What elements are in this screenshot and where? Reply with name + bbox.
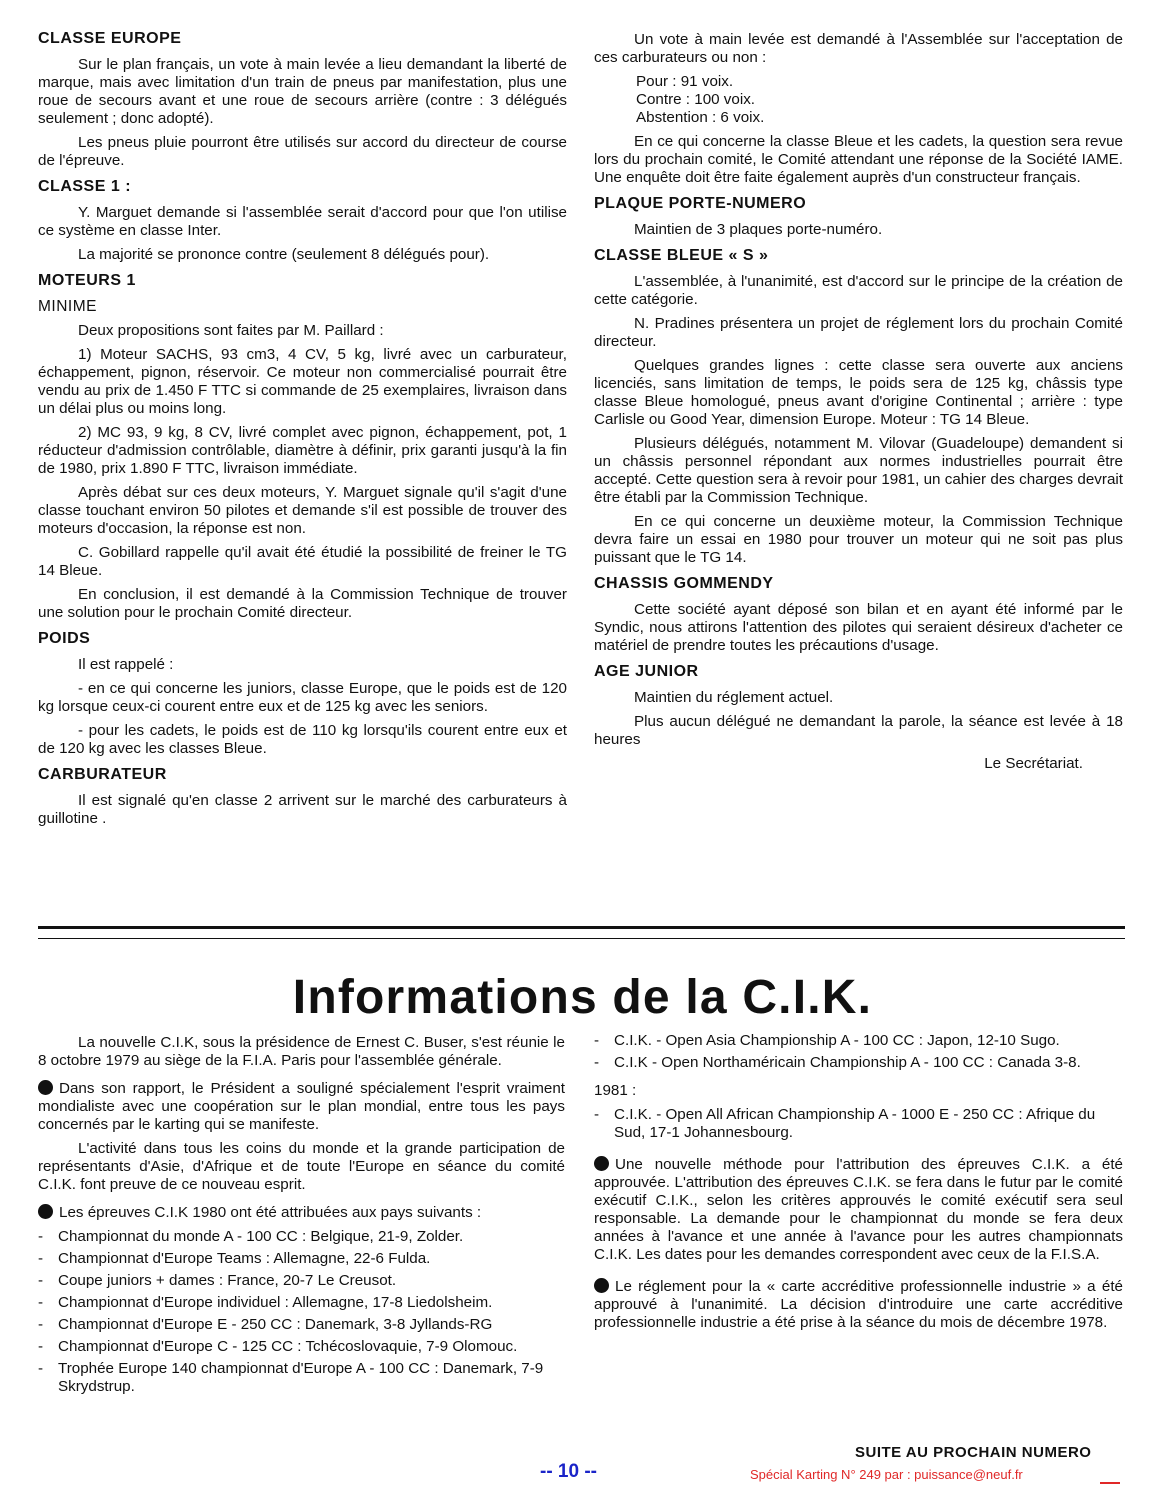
paragraph [38, 1080, 565, 1134]
vote-contre: Contre : 100 voix. [636, 91, 756, 108]
right-column [594, 31, 1123, 773]
list-item: - Championnat du monde A - 100 CC : Belgique, 21-9, Zolder. [38, 1228, 565, 1246]
paragraph: En ce qui concerne un deuxième moteur, la Commission Technique devra faire un essai en 1980 pour trouver un moteur qui ne soit pas plus puissant que le TG 14. [594, 513, 1123, 566]
paragraph: Plus aucun délégué ne demandant la parole, la séance est levée à 18 heures [594, 713, 1123, 748]
list-item: - Championnat d'Europe C - 125 CC : Tchécoslovaquie, 7-9 Olomouc. [38, 1338, 565, 1356]
paragraph: Les pneus pluie pourront être utilisés sur accord du directeur de course de l'épreuve. [38, 134, 567, 169]
subheading-minime: MINIME [38, 298, 97, 315]
list-item: - Championnat d'Europe individuel : Allemagne, 17-8 Liedolsheim. [38, 1294, 565, 1312]
list-item: - Championnat d'Europe Teams : Allemagne, 22-6 Fulda. [38, 1250, 565, 1268]
separator-rule-thin [38, 938, 1125, 939]
paragraph: Un vote à main levée est demandé à l'Assemblée sur l'acceptation de ces carburateurs ou non : [594, 31, 1123, 66]
vote-results [636, 73, 1123, 127]
heading-poids: POIDS [38, 630, 91, 647]
paragraph [594, 1156, 1123, 1264]
paragraph: Y. Marguet demande si l'assemblée serait d'accord pour que l'on utilise ce système en classe Inter. [38, 204, 567, 239]
credit-underline [1100, 1482, 1120, 1484]
heading-moteurs: MOTEURS 1 [38, 272, 136, 289]
paragraph-text: Une nouvelle méthode pour l'attribution des épreuves C.I.K. a été approuvée. L'attribution des épreuves C.I.K. se fera dans le futur par le comité exécutif C.I.K., selon les critères approuvés le comité exécutif sera seul responsable. La demande pour le championnat du monde se fera deux années à l'avance et une année à l'avance pour les autres championnats C.I.K. Les dates pour les demandes correspondent avec ceux de la F.I.S.A. [594, 1156, 1123, 1263]
cik-title: Informations de la C.I.K. [292, 971, 873, 1024]
paragraph: Après débat sur ces deux moteurs, Y. Marguet signale qu'il s'agit d'une classe touchant environ 50 pilotes et demande s'il est possible de trouver des moteurs d'occasion, la réponse est non. [38, 484, 567, 537]
paragraph: Cette société ayant déposé son bilan et en ayant été informé par le Syndic, nous attirons l'attention des pilotes qui seraient désireux d'acheter ce matériel de prendre toutes les précautions d'usage. [594, 601, 1123, 654]
paragraph: Il est rappelé : [78, 656, 174, 673]
year-1981: 1981 : [594, 1082, 637, 1099]
separator-rule-thick [38, 926, 1125, 929]
bullet-icon [594, 1278, 609, 1293]
paragraph: L'assemblée, à l'unanimité, est d'accord sur le principe de la création de cette catégorie. [594, 273, 1123, 308]
bullet-icon [38, 1080, 53, 1095]
heading-classe-1: CLASSE 1 : [38, 178, 132, 195]
paragraph [38, 1204, 565, 1222]
paragraph: - pour les cadets, le poids est de 110 kg lorsqu'ils courent entre eux et de 120 kg avec les classes Bleue. [38, 722, 567, 757]
left-column [38, 22, 567, 834]
list-item: - Trophée Europe 140 championnat d'Europe A - 100 CC : Danemark, 7-9 Skrydstrup. [38, 1360, 565, 1396]
paragraph: Sur le plan français, un vote à main levée a lieu demandant la liberté de marque, mais avec limitation d'un train de pneus par manifestation, plus une roue de secours avant et une roue de secours arrière (contre : 3 délégués seulement ; donc adopté). [38, 56, 567, 127]
list-item: - Championnat d'Europe E - 250 CC : Danemark, 3-8 Jyllands-RG [38, 1316, 565, 1334]
heading-carburateur: CARBURATEUR [38, 766, 167, 783]
list-item: - C.I.K. - Open Asia Championship A - 100 CC : Japon, 12-10 Sugo. [594, 1032, 1123, 1050]
paragraph: Maintien de 3 plaques porte-numéro. [634, 221, 883, 238]
paragraph: - en ce qui concerne les juniors, classe Europe, que le poids est de 120 kg lorsque ceux-ci courent entre eux et de 125 kg avec les seniors. [38, 680, 567, 715]
scan-credit: Spécial Karting N° 249 par : puissance@neuf.fr [750, 1467, 1023, 1482]
list-item: - Coupe juniors + dames : France, 20-7 Le Creusot. [38, 1272, 565, 1290]
events-1981-list [594, 1106, 1123, 1142]
heading-classe-europe: CLASSE EUROPE [38, 30, 182, 47]
bullet-icon [594, 1156, 609, 1171]
cik-left-column [38, 1034, 565, 1402]
vote-abstention: Abstention : 6 voix. [636, 109, 765, 126]
paragraph-text: Le réglement pour la « carte accréditive professionnelle industrie » a été approuvé à l'unanimité. La décision d'introduire une carte accréditive professionnelle industrie a été prise à la séance du mois de décembre 1978. [594, 1278, 1123, 1331]
paragraph: En conclusion, il est demandé à la Commission Technique de trouver une solution pour le prochain Comité directeur. [38, 586, 567, 621]
continued-next-issue: SUITE AU PROCHAIN NUMERO [855, 1444, 1092, 1461]
paragraph-text: Dans son rapport, le Président a souligné spécialement l'esprit vraiment mondialiste avec une coopération sur le plan mondial, entre tous les pays concernés par le karting qui se manifeste. [38, 1080, 565, 1133]
paragraph: La nouvelle C.I.K, sous la présidence de Ernest C. Buser, s'est réunie le 8 octobre 1979 au siège de la F.I.A. Paris pour l'assemblée générale. [38, 1034, 565, 1069]
signature: Le Secrétariat. [984, 755, 1083, 772]
heading-plaque: PLAQUE PORTE-NUMERO [594, 195, 807, 212]
paragraph: 2) MC 93, 9 kg, 8 CV, livré complet avec pignon, échappement, pot, 1 réducteur d'admission contrôlable, diamètre à définir, prix garanti jusqu'à la fin de 1980, prix 1.890 F TTC, livraison immédiate. [38, 424, 567, 477]
paragraph: Il est signalé qu'en classe 2 arrivent sur le marché des carburateurs à guillotine . [38, 792, 567, 827]
bullet-icon [38, 1204, 53, 1219]
vote-pour: Pour : 91 voix. [636, 73, 734, 90]
list-item: - C.I.K - Open Northaméricain Championship A - 100 CC : Canada 3-8. [594, 1054, 1123, 1072]
paragraph: Plusieurs délégués, notamment M. Vilovar (Guadeloupe) demandent si un châssis personnel répondant aux normes industrielles pourrait être accepté. Cette question sera à revoir pour 1981, un cahier des charges devrait être établi par la Commission Technique. [594, 435, 1123, 506]
paragraph-text: Les épreuves C.I.K 1980 ont été attribuées aux pays suivants : [59, 1204, 482, 1221]
cik-right-column [594, 1032, 1123, 1338]
paragraph: En ce qui concerne la classe Bleue et les cadets, la question sera revue lors du prochain comité, le Comité attendant une réponse de la Société IAME. Une enquête doit être faite également auprès d'un constructeur français. [594, 133, 1123, 186]
paragraph: N. Pradines présentera un projet de réglement lors du prochain Comité directeur. [594, 315, 1123, 350]
list-item: - C.I.K. - Open All African Championship A - 1000 E - 250 CC : Afrique du Sud, 17-1 Johannesbourg. [594, 1106, 1123, 1142]
paragraph: L'activité dans tous les coins du monde et la grande participation de représentants d'Asie, d'Afrique et de toute l'Europe en séance du comité C.I.K. font preuve de ce nouveau esprit. [38, 1140, 565, 1193]
paragraph [594, 1278, 1123, 1332]
paragraph: C. Gobillard rappelle qu'il avait été étudié la possibilité de freiner le TG 14 Bleue. [38, 544, 567, 579]
heading-classe-bleue-s: CLASSE BLEUE « S » [594, 247, 769, 264]
events-1980-list [38, 1228, 565, 1396]
heading-age-junior: AGE JUNIOR [594, 663, 699, 680]
paragraph: Maintien du réglement actuel. [634, 689, 834, 706]
page-number: -- 10 -- [540, 1461, 597, 1482]
paragraph: La majorité se prononce contre (seulement 8 délégués pour). [78, 246, 490, 263]
paragraph: 1) Moteur SACHS, 93 cm3, 4 CV, 5 kg, livré avec un carburateur, échappement, pignon, réservoir. Ce moteur non commercialisé pourrait être vendu au prix de 1.450 F TTC si commande de 25 exemplaires, livraison dans un délai plus ou moins long. [38, 346, 567, 417]
paragraph: Quelques grandes lignes : cette classe sera ouverte aux anciens licenciés, sans limitation de temps, le poids sera de 125 kg, châssis type classe Bleue homologué, pneus avant d'origine Continental ; arrière : type Carlisle ou Good Year, dimension Europe. Moteur : TG 14 Bleue. [594, 357, 1123, 428]
events-1980-continued [594, 1032, 1123, 1072]
heading-chassis: CHASSIS GOMMENDY [594, 575, 774, 592]
paragraph: Deux propositions sont faites par M. Paillard : [78, 322, 384, 339]
